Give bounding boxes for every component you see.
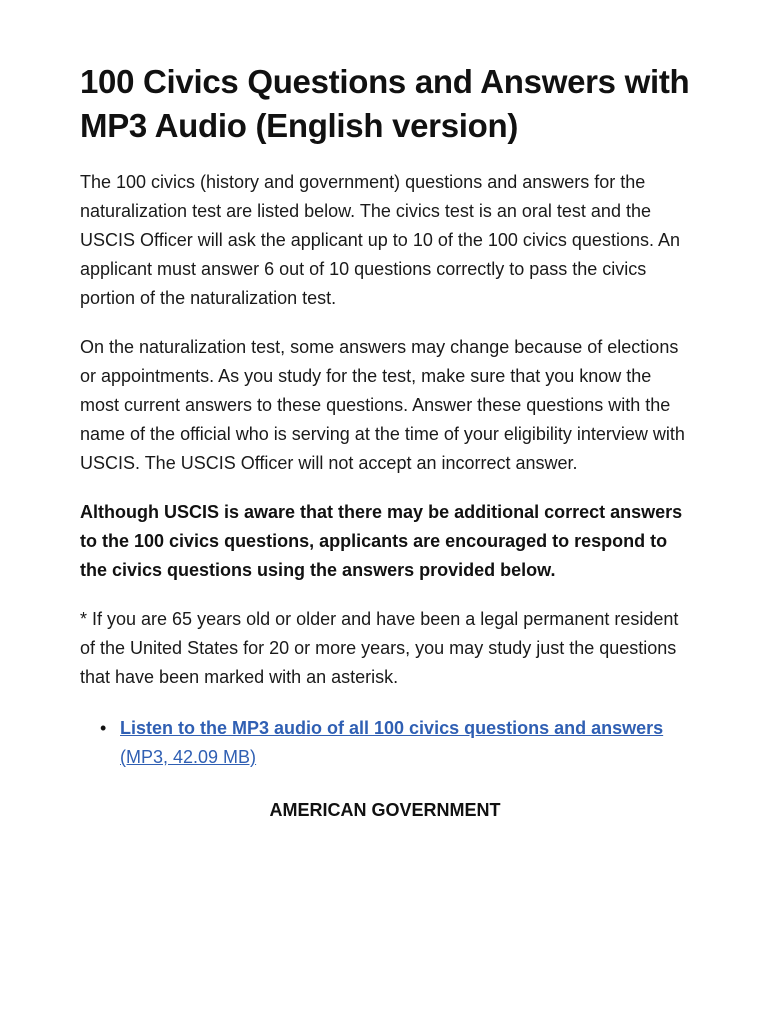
section-heading: AMERICAN GOVERNMENT	[269, 800, 501, 820]
list-item	[100, 714, 690, 772]
mp3-file-meta: (MP3, 42.09 MB)	[120, 747, 257, 767]
asterisk-note-paragraph: * If you are 65 years old or older and have been a legal permanent resident of the United States for 20 or more years, you may study just the questions that have been marked with an asterisk.	[80, 609, 679, 687]
mp3-audio-link-label: Listen to the MP3 audio of all 100 civics questions and answers	[120, 718, 664, 738]
audio-link-list	[80, 714, 690, 772]
intro-paragraph: The 100 civics (history and government) questions and answers for the naturalization test are listed below. The civics test is an oral test and the USCIS Officer will ask the applicant up to 10 of the 100 civics questions. An applicant must answer 6 out of 10 questions correctly to pass the civics portion of the naturalization test.	[80, 172, 680, 308]
bullet-icon: •	[100, 718, 107, 738]
current-answers-paragraph: On the naturalization test, some answers may change because of elections or appointments. As you study for the test, make sure that you know the most current answers to these questions. Answer these questions with the name of the official who is serving at the time of your eligibility interview with USCIS. The USCIS Officer will not accept an incorrect answer.	[80, 337, 685, 473]
encouragement-paragraph: Although USCIS is aware that there may be additional correct answers to the 100 civics questions, applicants are encouraged to respond to the civics questions using the answers provided below.	[80, 502, 683, 580]
page-title: 100 Civics Questions and Answers with MP3 Audio (English version)	[80, 63, 690, 144]
mp3-audio-link[interactable]	[120, 718, 663, 767]
